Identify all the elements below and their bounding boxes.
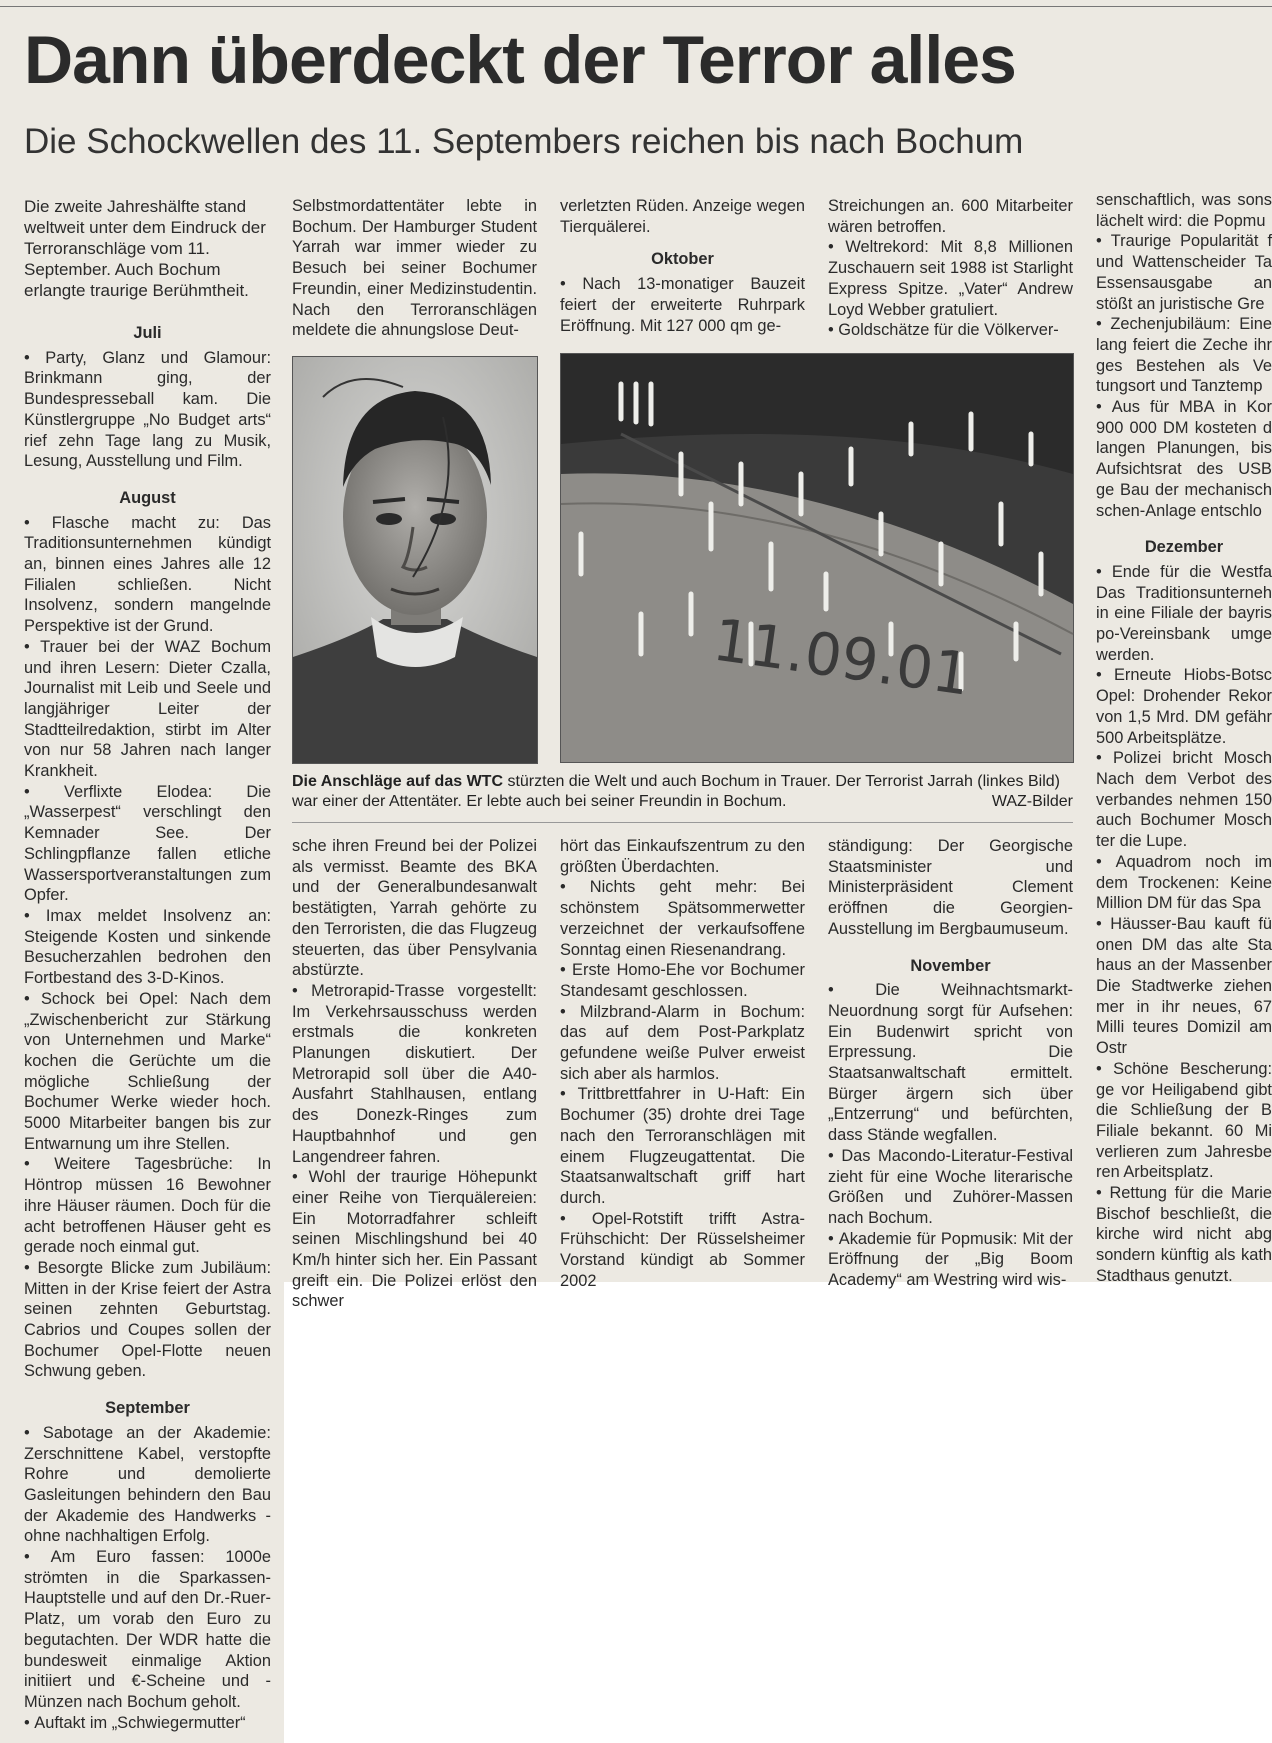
news-item: • Trauer bei der WAZ Bochum und ihren Lesern: Dieter Czalla, Journalist mit Leib und Seele und langjähriger Leiter der Stadtteilredaktion, stirbt im Alter von nur 58 Jahren nach langer Krankheit.: [24, 637, 271, 782]
news-item: • Metrorapid-Trasse vorgestellt: Im Verkehrsausschuss werden erstmals die konkreten Planungen diskutiert. Der Metrorapid soll über die A40-Ausfahrt Stahlhausen, entlang des Donezk-Ringes zum Hauptbahnhof und gen Langendreer fahren.: [292, 981, 537, 1167]
top-border-rule: [0, 0, 1272, 7]
news-item: • Die Weihnachtsmarkt-Neuordnung sorgt für Aufsehen: Ein Budenwirt spricht von Erpressung. Die Staatsanwaltschaft ermittelt. Bürger ärgern sich über „Entzerrung“ und befürchten, dass Stände wegfallen.: [828, 980, 1073, 1146]
news-item: • Trittbrettfahrer in U-Haft: Ein Bochumer (35) drohte drei Tage nach den Terroranschlägen mit einem Flugzeugattentat. Die Staatsanwaltschaft griff hart durch.: [560, 1084, 805, 1208]
month-heading-november: November: [910, 956, 991, 975]
news-item: • Verflixte Elodea: Die „Wasserpest“ verschlingt den Kemnader See. Der Schlingpflanze fallen etliche Wassersportveranstaltungen zum Opfer.: [24, 782, 271, 906]
candles-photo-date-text: 11.09.01: [709, 605, 975, 709]
column-4-bottom: [828, 836, 1073, 1290]
month-heading-september: September: [105, 1399, 190, 1418]
caption-text: stürzten die Welt und auch Bochum in Trauer. Der Terrorist Jarrah (linkes Bild) war einer der Attentäter. Er lebte auch bei seiner Freundin in Bochum.: [292, 773, 1060, 810]
column-2-bottom: [292, 836, 537, 1311]
column-2-top: [292, 196, 537, 346]
candles-photo: [560, 353, 1074, 763]
subheadline: Die Schockwellen des 11. Septembers reichen bis nach Bochum: [24, 122, 1024, 161]
news-item: • Das Macondo-Literatur-Festival zieht für eine Woche literarische Größen und Zuhörer-Massen nach Bochum.: [828, 1146, 1073, 1229]
portrait-photo: [292, 356, 538, 764]
news-item: • Rettung für die Marie Bischof beschließt, die kirche wird nicht abg sondern künftig als kath Stadthaus genutzt.: [1096, 1183, 1272, 1287]
news-item: • Erste Homo-Ehe vor Bochumer Standesamt geschlossen.: [560, 960, 805, 1001]
news-item: • Besorgte Blicke zum Jubiläum: Mitten in der Krise feiert der Astra seinen zehnten Geburtstag. Cabrios und Coupes sollen der Bochumer Opel-Flotte neuen Schwung geben.: [24, 1258, 271, 1382]
headline: Dann überdeckt der Terror alles: [24, 22, 1016, 98]
news-item: • Weltrekord: Mit 8,8 Millionen Zuschauern seit 1988 ist Starlight Express Spitze. „Vater“ Andrew Loyd Webber gratuliert.: [828, 237, 1073, 320]
column-4-top: [828, 196, 1073, 346]
caption-lead: Die Anschläge auf das WTC: [292, 773, 503, 790]
news-item: • Sabotage an der Akademie: Zerschnittene Kabel, verstopfte Rohre und demolierte Gasleitungen behindern den Bau der Akademie des Handwerks - ohne nachhaltigen Erfolg.: [24, 1423, 271, 1547]
article-text: sche ihren Freund bei der Polizei als vermisst. Beamte des BKA und der Generalbundesanwalt bestätigten, Yarrah gehörte zu den Terroristen, die das Flugzeug steuerten, das über Pensylvania abstürzte.: [292, 837, 537, 980]
news-item: • Imax meldet Insolvenz an: Steigende Kosten und sinkende Besucherzahlen bedrohen den Fortbestand des 3-D-Kinos.: [24, 906, 271, 989]
news-item-fragment: • Auftakt im „Schwiegermutter“: [24, 1713, 271, 1734]
column-3-top: [560, 196, 805, 346]
column-5-cropped: [1096, 190, 1272, 1285]
news-item: • Schock bei Opel: Nach dem „Zwischenbericht zur Stärkung von Unternehmen und Marke“ kochen die Gerüchte um die mögliche Schließung der Bochumer Werke wieder hoch. 5000 Mitarbeiter bangen bis zur Entwarnung um ihre Stellen.: [24, 989, 271, 1155]
month-heading-oktober: Oktober: [651, 250, 714, 269]
caption-rule: [292, 822, 1073, 823]
article-text: senschaftlich, was sons lächelt wird: die Popmu: [1096, 191, 1272, 230]
month-heading-august: August: [119, 488, 176, 507]
photo-caption: [292, 772, 1073, 812]
news-item: • Nach 13-monatiger Bauzeit feiert der erweiterte Ruhrpark Eröffnung. Mit 127 000 qm ge-: [560, 274, 805, 336]
news-item: • Flasche macht zu: Das Traditionsunternehmen kündigt an, binnen eines Jahres alle 12 Filialen schließen. Nicht Insolvenz, sondern mangelnde Perspektive ist der Grund.: [24, 513, 271, 637]
month-heading-dezember: Dezember: [1144, 538, 1224, 557]
intro-text: Die zweite Jahreshälfte stand weltweit unter dem Eindruck der Terroranschläge vom 11. September. Auch Bochum erlangte traurige Berühmtheit.: [24, 197, 266, 300]
news-item: • Ende für die Westfa Das Traditionsunterneh in eine Filiale der bayris po-Vereinsbank umge werden.: [1096, 562, 1272, 666]
news-item: • Polizei bricht Mosch Nach dem Verbot des verbandes nehmen 150 auch Bochumer Mosch ter die Lupe.: [1096, 748, 1272, 852]
news-item: • Weitere Tagesbrüche: In Höntrop müssen 16 Bewohner ihre Häuser räumen. Doch für die acht betroffenen Häuser geht es gerade noch einmal gut.: [24, 1154, 271, 1258]
column-1: [24, 196, 271, 1743]
article-text: hört das Einkaufszentrum zu den größten Überdachten.: [560, 837, 805, 876]
news-item: • Party, Glanz und Glamour: Brinkmann ging, der Bundespresseball kam. Die Künstlergruppe „No Budget arts“ rief zehn Tage lang zu Musik, Lesung, Ausstellung und Film.: [24, 348, 271, 472]
news-item: • Häusser-Bau kauft fü onen DM das alte Sta haus an der Massenber Die Stadtwerke ziehen mer in ihr neues, 67 Milli teures Domizil am Ostr: [1096, 914, 1272, 1059]
news-item: • Opel-Rotstift trifft Astra-Frühschicht: Der Rüsselsheimer Vorstand kündigt ab Sommer 2002: [560, 1209, 805, 1292]
portrait-photo-image: [293, 357, 537, 763]
news-item: • Nichts geht mehr: Bei schönstem Spätsommerwetter verzeichnet der verkaufsoffene Sonntag einen Riesenandrang.: [560, 877, 805, 960]
news-item: • Zechenjubiläum: Eine lang feiert die Zeche ihr ges Bestehen als Ve tungsort und Tanztemp: [1096, 314, 1272, 397]
news-item: • Akademie für Popmusik: Mit der Eröffnung der „Big Boom Academy“ am Westring wird wis-: [828, 1229, 1073, 1291]
article-text: verletzten Rüden. Anzeige wegen Tierquälerei.: [560, 197, 805, 236]
news-item: • Aus für MBA in Kor 900 000 DM kosteten d langen Planungen, bis Aufsichtsrat des USB ge Bau der mechanisch schen-Anlage entschlo: [1096, 397, 1272, 521]
news-item: • Aquadrom noch im dem Trockenen: Keine Million DM für das Spa: [1096, 852, 1272, 914]
news-item: • Schöne Bescherung: ge vor Heiligabend gibt die Schließung der B Filiale bekannt. 60 Mi verlieren zum Jahresbe ren Arbeitsplatz.: [1096, 1059, 1272, 1183]
column-3-bottom: [560, 836, 806, 1290]
article-text: Streichungen an. 600 Mitarbeiter wären betroffen.: [828, 197, 1073, 236]
news-item: • Am Euro fassen: 1000e strömten in die Sparkassen-Hauptstelle und auf den Dr.-Ruer-Platz, um vorab den Euro zu begutachten. Der WDR hatte die bundesweit einmalige Aktion initiiert und €-Scheine und -Münzen nach Bochum geholt.: [24, 1547, 271, 1713]
article-text: ständigung: Der Georgische Staatsminister und Ministerpräsident Clement eröffnen die Georgien-Ausstellung im Bergbaumuseum.: [828, 837, 1073, 938]
news-item: • Erneute Hiobs-Botsc Opel: Drohender Rekor von 1,5 Mrd. DM gefähr 500 Arbeitsplätze.: [1096, 665, 1272, 748]
news-item: • Goldschätze für die Völkerver-: [828, 320, 1073, 341]
news-item: • Milzbrand-Alarm in Bochum: das auf dem Post-Parkplatz gefundene weiße Pulver erweist sich aber als harmlos.: [560, 1002, 805, 1085]
news-item: • Wohl der traurige Höhepunkt einer Reihe von Tierquälereien: Ein Motorradfahrer schleift seinen Mischlingshund bei 40 Km/h hinter sich her. Ein Passant greift ein. Die Polizei erlöst den schwer: [292, 1167, 537, 1312]
candles-photo-image: [561, 354, 1073, 762]
news-item: • Traurige Popularität f und Wattenscheider Ta Essensausgabe an stößt an juristische Gre: [1096, 231, 1272, 314]
photo-credit: WAZ-Bilder: [991, 793, 1073, 810]
month-heading-juli: Juli: [133, 324, 162, 342]
article-text: Selbstmordattentäter lebte in Bochum. Der Hamburger Student Yarrah war immer wieder zu Besuch bei seiner Bochumer Freundin, einer Medizinstudentin. Nach den Terroranschlägen meldete die ahnungslose Deut-: [292, 197, 537, 340]
